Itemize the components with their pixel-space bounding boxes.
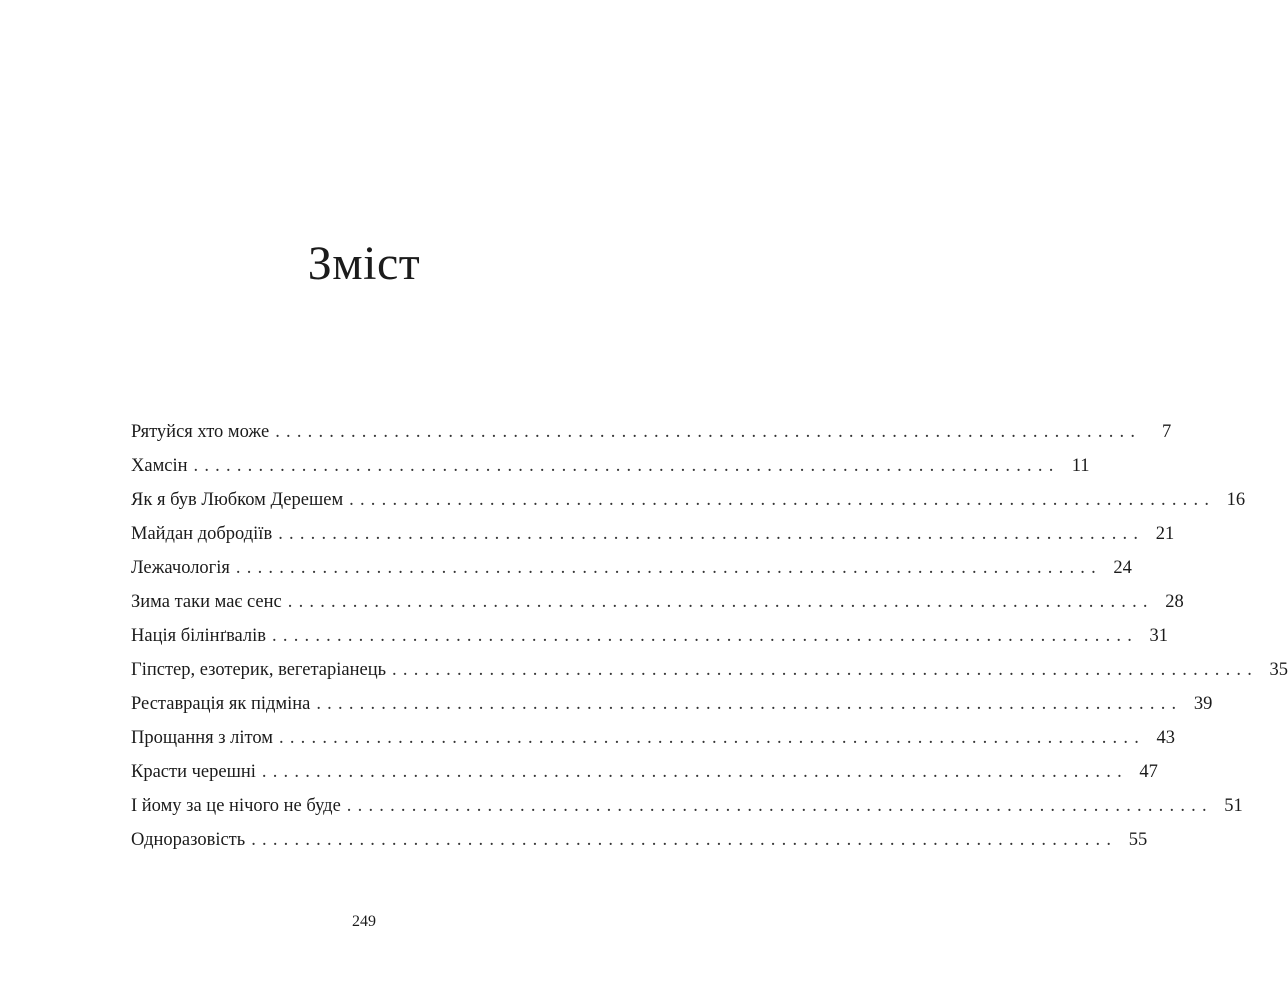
- toc-entry-page: 39: [1193, 694, 1213, 714]
- toc-entry: [131, 660, 1288, 694]
- toc-entry-title: Зима таки має сенс: [131, 592, 282, 612]
- toc-entry-page: 51: [1224, 796, 1243, 816]
- toc-dot-leader: ................................................................................: [235, 558, 1102, 578]
- toc-entry-title: Красти черешні: [131, 762, 256, 782]
- toc-entry: [131, 830, 1148, 864]
- toc-entry-title: Майдан добродіїв: [131, 524, 273, 544]
- toc-entry-page: 47: [1139, 762, 1158, 782]
- toc-entry-page: 55: [1128, 830, 1148, 850]
- toc-dot-leader: ................................................................................: [261, 762, 1128, 782]
- toc-entry-title: Одноразовість: [131, 830, 246, 850]
- page-title: Зміст: [307, 237, 421, 290]
- toc-entry-page: 31: [1149, 626, 1169, 646]
- toc-entry: [131, 592, 1184, 626]
- toc-dot-leader: ................................................................................: [275, 422, 1142, 442]
- toc-entry-title: Як я був Любком Дерешем: [131, 490, 344, 510]
- toc-dot-leader: ................................................................................: [392, 660, 1259, 680]
- toc-entry-page: 21: [1155, 524, 1175, 544]
- toc-dot-leader: ................................................................................: [272, 626, 1139, 646]
- toc-entry-title: Лежачологія: [131, 558, 230, 578]
- toc-entry-title: Реставрація як підміна: [131, 694, 311, 714]
- toc-entry-page: 28: [1165, 592, 1184, 612]
- table-of-contents: [131, 422, 1288, 864]
- toc-dot-leader: ................................................................................: [346, 796, 1213, 816]
- toc-dot-leader: ................................................................................: [349, 490, 1216, 510]
- toc-entry: [131, 762, 1158, 796]
- toc-entry-page: 7: [1161, 422, 1172, 442]
- toc-entry-title: Гіпстер, езотерик, вегетаріанець: [131, 660, 387, 680]
- toc-dot-leader: ................................................................................: [287, 592, 1154, 612]
- page-number: 249: [352, 913, 376, 930]
- toc-entry: [131, 490, 1246, 524]
- toc-entry-title: Рятуйся хто може: [131, 422, 270, 442]
- toc-entry: [131, 796, 1243, 830]
- toc-dot-leader: ................................................................................: [278, 524, 1145, 544]
- toc-entry: [131, 626, 1169, 660]
- toc-entry-page: 24: [1113, 558, 1132, 578]
- toc-dot-leader: ................................................................................: [193, 456, 1060, 476]
- toc-dot-leader: ................................................................................: [251, 830, 1118, 850]
- toc-entry-title: Хамсін: [131, 456, 188, 476]
- toc-entry: [131, 728, 1176, 762]
- toc-entry: [131, 694, 1213, 728]
- toc-entry: [131, 456, 1090, 490]
- toc-entry: [131, 422, 1172, 456]
- toc-entry-title: Нація білінґвалів: [131, 626, 267, 646]
- toc-entry-title: Прощання з літом: [131, 728, 274, 748]
- toc-entry: [131, 524, 1175, 558]
- toc-dot-leader: ................................................................................: [316, 694, 1183, 714]
- toc-entry-page: 43: [1156, 728, 1176, 748]
- toc-entry-page: 35: [1269, 660, 1288, 680]
- toc-dot-leader: ................................................................................: [279, 728, 1146, 748]
- toc-entry-page: 16: [1226, 490, 1246, 510]
- toc-entry: [131, 558, 1132, 592]
- toc-entry-page: 11: [1071, 456, 1090, 476]
- toc-entry-title: І йому за це нічого не буде: [131, 796, 341, 816]
